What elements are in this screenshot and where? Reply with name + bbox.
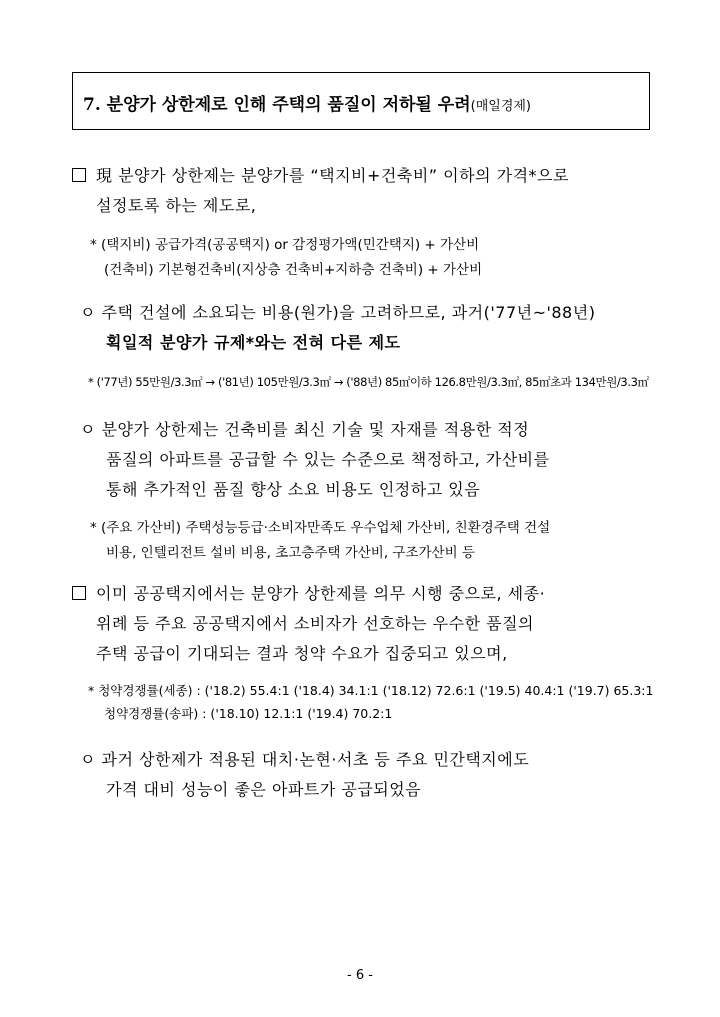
section1-point1-line-1: ㅇ 주택 건설에 소요되는 비용(원가)을 고려하므로, 과거('77년~'88년): [80, 303, 596, 322]
page-number: - 6 -: [347, 968, 373, 983]
section2-note-1: * 청약경쟁률(세종) : ('18.2) 55.4:1 ('18.4) 34.1:1 ('18.12) 72.6:1 ('19.5) 40.4:1 ('19.7) 65.3:1: [88, 683, 654, 698]
section2-point1-line-2: 가격 대비 성능이 좋은 아파트가 공급되었음: [106, 780, 422, 799]
section1-note-1: * (택지비) 공급가격(공공택지) or 감정평가액(민간택지) + 가산비: [90, 237, 480, 253]
section1-line-1: 現 분양가 상한제는 분양가를 “택지비+건축비” 이하의 가격*으로: [72, 163, 569, 186]
square-bullet-icon: [72, 586, 86, 600]
section1-point1-note: * ('77년) 55만원/3.3㎡ → ('81년) 105만원/3.3㎡ → ('88년) 85㎡이하 126.8만원/3.3㎡, 85㎡초과 134만원/3.3㎡: [88, 375, 649, 389]
section1-line-2: 설정토록 하는 제도로,: [96, 196, 257, 215]
title-source: (매일경제): [470, 99, 532, 114]
title-box: [72, 72, 650, 130]
section2-point1-line-1: ㅇ 과거 상한제가 적용된 대치·논현·서초 등 주요 민간택지에도: [80, 750, 530, 769]
section2-line-1: 이미 공공택지에서는 분양가 상한제를 의무 시행 중으로, 세종·: [72, 581, 545, 604]
square-bullet-icon: [72, 168, 86, 182]
section1-point2-line-2: 품질의 아파트를 공급할 수 있는 수준으로 책정하고, 가산비를: [106, 450, 550, 469]
section1-point1-line-2: 획일적 분양가 규제*와는 전혀 다른 제도: [106, 333, 401, 352]
section2-line-2: 위례 등 주요 공공택지에서 소비자가 선호하는 우수한 품질의: [96, 614, 535, 633]
section1-point2-line-3: 통해 추가적인 품질 향상 소요 비용도 인정하고 있음: [106, 480, 481, 499]
section1-note-2: (건축비) 기본형건축비(지상층 건축비+지하층 건축비) + 가산비: [104, 262, 483, 278]
title-main: 7. 분양가 상한제로 인해 주택의 품질이 저하될 우려: [83, 95, 471, 115]
section2-note-2: 청약경쟁률(송파) : ('18.10) 12.1:1 ('19.4) 70.2:1: [104, 706, 393, 721]
section1-point2-note-1: * (주요 가산비) 주택성능등급·소비자만족도 우수업체 가산비, 친환경주택 건설: [90, 520, 551, 536]
page-title: [83, 90, 531, 115]
section2-line-3: 주택 공급이 기대되는 결과 청약 수요가 집중되고 있으며,: [96, 644, 508, 663]
section1-point2-note-2: 비용, 인텔리전트 설비 비용, 초고층주택 가산비, 구조가산비 등: [106, 545, 475, 561]
section1-point2-line-1: ㅇ 분양가 상한제는 건축비를 최신 기술 및 자재를 적용한 적정: [80, 420, 530, 439]
